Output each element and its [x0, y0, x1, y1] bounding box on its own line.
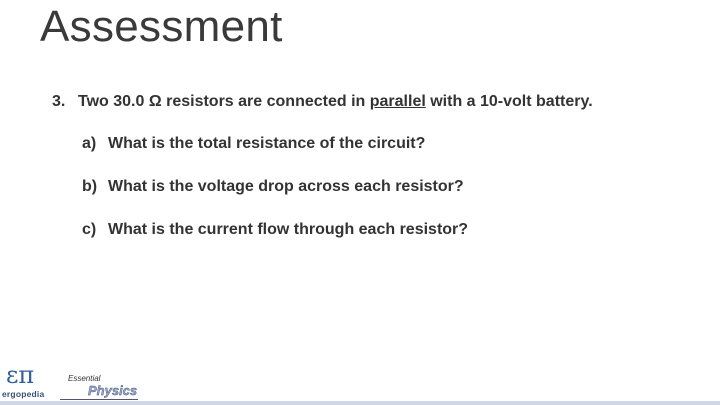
question-part-b	[82, 178, 464, 196]
part-text: What is the current flow through each resistor?	[108, 221, 469, 238]
slide-title: Assessment	[40, 2, 283, 51]
question-part-a	[82, 135, 425, 153]
part-text: What is the voltage drop across each resistor?	[108, 178, 464, 195]
essential-physics-logo	[60, 374, 140, 404]
essential-label: Essential	[68, 374, 101, 383]
question-number: 3.	[52, 93, 66, 110]
part-letter: b)	[82, 178, 98, 195]
ergopedia-wordmark: ergopedia	[2, 389, 45, 399]
question-underlined-word: parallel	[369, 93, 426, 110]
part-letter: c)	[82, 221, 97, 238]
question-3	[52, 93, 593, 111]
logo-underline	[60, 399, 138, 400]
ergopedia-symbol: επ	[6, 361, 35, 389]
physics-label: Physics	[88, 383, 138, 398]
part-letter: a)	[82, 135, 97, 152]
ergopedia-logo	[0, 363, 62, 403]
question-text-after: with a 10-volt battery.	[425, 93, 593, 110]
question-text-before: Two 30.0 Ω resistors are connected in	[78, 93, 370, 110]
question-part-c	[82, 221, 468, 239]
part-text: What is the total resistance of the circuit?	[108, 135, 426, 152]
